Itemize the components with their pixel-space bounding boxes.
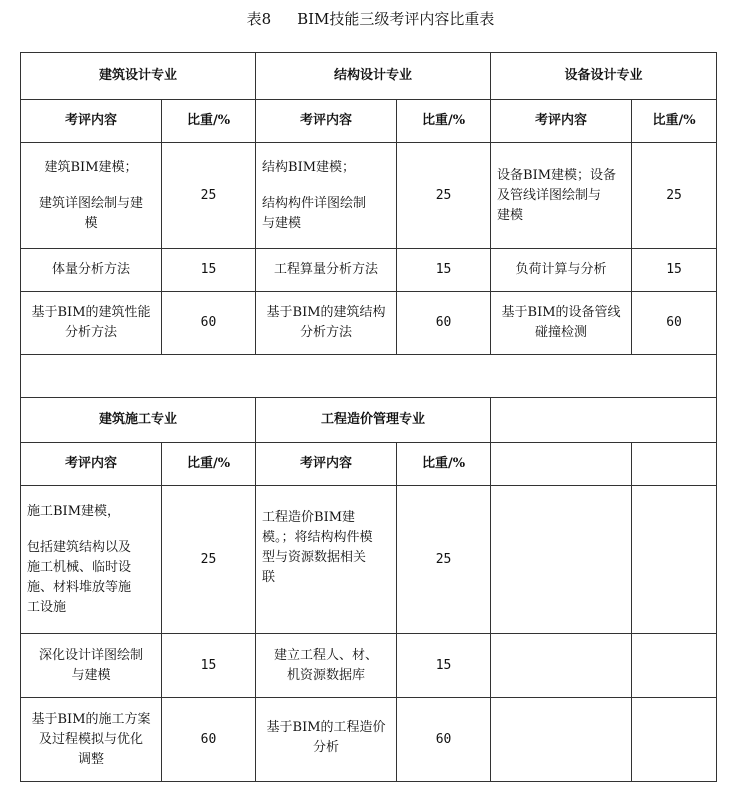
weight-table	[20, 52, 717, 782]
weight-cell: 25	[162, 143, 256, 249]
weight-cell: 60	[397, 292, 491, 355]
weight-cell: 25	[162, 486, 256, 634]
content-cell: 工程算量分析方法	[256, 249, 397, 292]
content-cell: 深化设计详图绘制 与建模	[21, 634, 162, 698]
major-title: 结构设计专业	[256, 53, 491, 100]
content-cell: 体量分析方法	[21, 249, 162, 292]
empty-cell	[632, 698, 717, 782]
empty-cell	[491, 634, 632, 698]
table-row	[21, 634, 717, 698]
empty-cell	[632, 486, 717, 634]
table-number: 表8	[246, 10, 272, 28]
empty-cell	[491, 486, 632, 634]
major-title: 工程造价管理专业	[256, 398, 491, 443]
empty-cell	[491, 698, 632, 782]
table-row	[21, 292, 717, 355]
major-title: 设备设计专业	[491, 53, 717, 100]
weight-cell: 60	[162, 292, 256, 355]
table-row	[21, 698, 717, 782]
table-row	[21, 249, 717, 292]
content-cell: 基于BIM的工程造价 分析	[256, 698, 397, 782]
empty-cell	[632, 634, 717, 698]
table-row	[21, 143, 717, 249]
content-cell: 基于BIM的设备管线 碰撞检测	[491, 292, 632, 355]
content-cell: 建立工程人、材、 机资源数据库	[256, 634, 397, 698]
table-caption	[0, 8, 741, 29]
empty-cell	[632, 443, 717, 486]
weight-cell: 15	[632, 249, 717, 292]
content-header: 考评内容	[21, 100, 162, 143]
table-title: BIM技能三级考评内容比重表	[297, 10, 495, 28]
empty-cell	[21, 355, 717, 398]
content-cell: 设备BIM建模；设备 及管线详图绘制与 建模	[491, 143, 632, 249]
weight-cell: 60	[632, 292, 717, 355]
weight-cell: 25	[397, 486, 491, 634]
table-row	[21, 486, 717, 634]
content-cell: 基于BIM的施工方案 及过程模拟与优化 调整	[21, 698, 162, 782]
content-cell: 基于BIM的建筑性能 分析方法	[21, 292, 162, 355]
major-title: 建筑设计专业	[21, 53, 256, 100]
empty-cell	[491, 398, 717, 443]
content-cell: 施工BIM建模， 包括建筑结构以及 施工机械、临时设 施、材料堆放等施 工设施	[21, 486, 162, 634]
content-cell: 建筑BIM建模； 建筑详图绘制与建 模	[21, 143, 162, 249]
empty-cell	[491, 443, 632, 486]
weight-cell: 60	[162, 698, 256, 782]
content-header: 考评内容	[21, 443, 162, 486]
weight-cell: 15	[162, 249, 256, 292]
spacer-row	[21, 355, 717, 398]
content-cell: 负荷计算与分析	[491, 249, 632, 292]
weight-cell: 25	[397, 143, 491, 249]
major-title: 建筑施工专业	[21, 398, 256, 443]
weight-header: 比重/%	[397, 443, 491, 486]
weight-header: 比重/%	[162, 443, 256, 486]
weight-cell: 15	[397, 634, 491, 698]
content-cell: 基于BIM的建筑结构 分析方法	[256, 292, 397, 355]
weight-header: 比重/%	[632, 100, 717, 143]
weight-header: 比重/%	[162, 100, 256, 143]
weight-cell: 25	[632, 143, 717, 249]
content-header: 考评内容	[256, 100, 397, 143]
content-cell: 结构BIM建模； 结构构件详图绘制 与建模	[256, 143, 397, 249]
weight-header: 比重/%	[397, 100, 491, 143]
weight-cell: 15	[397, 249, 491, 292]
weight-cell: 15	[162, 634, 256, 698]
weight-cell: 60	[397, 698, 491, 782]
content-header: 考评内容	[256, 443, 397, 486]
content-header: 考评内容	[491, 100, 632, 143]
content-cell: 工程造价BIM建 模。；将结构构件模 型与资源数据相关 联	[256, 486, 397, 634]
